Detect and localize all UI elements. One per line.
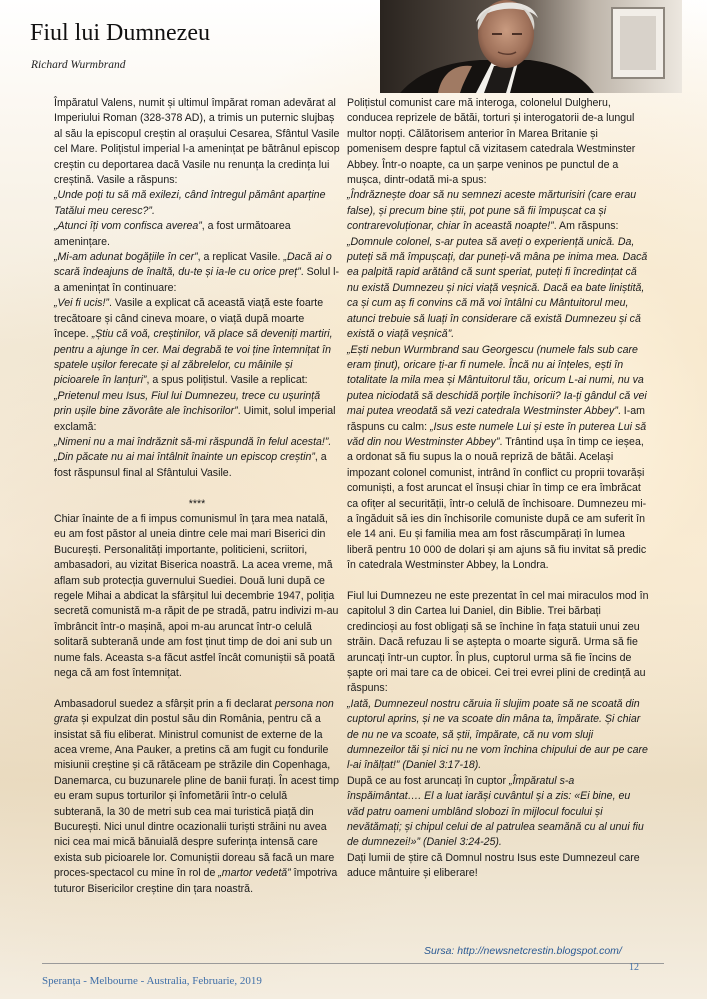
paragraph-gap [347,574,649,589]
paragraph: Polițistul comunist care mă interoga, colonelul Dulgheru, conducea reprizele de bătăi, torturi și interogatorii de-a lungul multor nopți. Călătorisem anterior în Marea Britanie și pomenisem despre faptul că vizitasem catedrala Westminster Abbey. Într-o noapte, ca un șarpe veninos pe punctul de a mușca, dintr-odată mi-a spus: [347,97,636,187]
section-separator: **** [188,497,206,510]
paragraph [347,188,649,234]
body-text: , a spus polițistul. Vasile a replicat: [146,374,308,387]
paragraph: Fiul lui Dumnezeu ne este prezentat în cel mai miraculos mod în capitolul 3 din Cartea lui Daniel, din Biblie. Trei bărbați credincioși au fost obligați să se închine în fața statuii unui zeu străin. Dacă refuzau li se aștepta o moarte sigură. Urma să fie aruncați într-un cuptor. În plus, cuptorul urma să fie încins de șapte ori mai tare ca de obicei. Cei trei evrei plini de credință au răspuns: [347,589,649,695]
paragraph [54,389,340,435]
left-column [54,96,340,897]
quote-text: „Dacă ai o scară îndeajuns de înaltă, du-te și ia-le cu orice preț” [54,251,332,279]
body-text: . I-am răspuns cu calm: [347,405,645,433]
quote-text: „Atunci îți vom confisca averea” [54,220,202,233]
paragraph: „Domnule colonel, s-ar putea să aveți o experiență unică. Da, puteți să mă împușcați, dar puneți-vă mâna pe inima mea. Dacă ea palpită rapid arătând că sunt speriat, puteți fi încredințat că nu există Dumnezeu și nici viață veșnică. Dacă ea bate liniștită, ca și cum aș fi convins că mă voi întâlni cu Mântuitorul meu, atunci trebuie să luați în considerare că există Dumnezeu și că există o viață veșnică”. [347,235,648,341]
paragraph [54,296,340,388]
paragraph [347,774,649,851]
body-text: . Solul l-a amenințat în continuare: [54,266,340,294]
quote-text: „Îndrăznește doar să nu semnezi aceste mărturisiri (care erau false), și precum bine știi, pot pune să fii împușcat ca și contrarevoluționar, chiar în această noapte!” [347,189,637,233]
paragraph-gap [54,481,340,496]
page-number: 12 [629,962,639,973]
body-text: , a replicat Vasile. [197,251,284,264]
body-text: , a fost răspunsul final al Sfântului Vasile. [54,451,327,479]
footer-text: Speranța - Melbourne - Australia, Februarie, 2019 [42,975,262,987]
article-author: Richard Wurmbrand [31,59,126,71]
body-text: împotriva tuturor Bisericilor creștine din țara noastră. [54,867,338,895]
body-text: . Am răspuns: [553,220,619,233]
quote-text: „Împăratul s-a înspăimântat…. El a luat iarăși cuvântul și a zis: «Ei bine, eu văd patru oameni umblând slobozi în mijlocul focului și nevătămați; și chipul celui de al patrulea seamănă cu al unui fiu de dumnezei!»” (Daniel 3:24-25). [347,774,644,849]
portrait-image [380,0,682,93]
article-title: Fiul lui Dumnezeu [30,20,210,46]
paragraph: „Nimeni nu a mai îndrăznit să-mi răspundă în felul acesta!”. [54,435,332,448]
right-column [347,96,649,882]
paragraph: „Unde poți tu să mă exilezi, când întregul pământ aparține Tatălui meu ceresc?”. [54,189,326,217]
paragraph: Dați lumii de știre că Domnul nostru Isus este Dumnezeul care aduce mântuire și eliberare! [347,851,640,880]
footer-divider [42,963,664,964]
quote-text: „martor vedetă” [218,867,291,880]
paragraph: Chiar înainte de a fi impus comunismul în țara mea natală, eu am fost păstor al uneia dintre cele mai mari Biserici din București. Personalități importante, politicieni, scriitori, ambasadori, au vizitat Biserica noastră. La acea vreme, mă aflam sub protecția guvernului Suediei. Două luni după ce regele Mihai a abdicat la sfârșitul lui decembrie 1947, poliția secretă comunistă m-a răpit de pe stradă, patru indivizi m-au îmbrâncit într-o mașină, apoi m-au aruncat într-o celulă solitară subterană unde am fost ținut timp de doi ani sub un nume fals. Aceasta s-a făcut astfel încât comuniștii să poată nega că am fost întemnițat. [54,512,339,680]
quote-text: „Prietenul meu Isus, Fiul lui Dumnezeu, trece cu ușurință prin ușile bine zăvorâte ale închisorilor” [54,389,321,418]
quote-text: „Mi-am adunat bogățiile în cer” [54,251,198,264]
body-text: . Uimit, solul imperial exclamă: [54,405,336,433]
body-text: , a fost următoarea amenințare. [54,220,291,248]
author-photo [380,0,682,93]
source-credit: Sursa: http://newsnetcrestin.blogspot.com/ [424,945,622,957]
paragraph: Împăratul Valens, numit și ultimul împărat roman adevărat al Imperiului Roman (328-378 AD), a trimis un puternic slujbaș al său la episcopul creștin al orașului Cesarea, Sfântul Vasile cel Mare. Polițistul imperial l-a amenințat pe bătrânul episcop creștin cu deportarea dacă Vasile nu renunța la credința lui creștină. Vasile a răspuns: [54,97,340,187]
paragraph [54,697,340,897]
quote-text: „Vei fi ucis!” [54,297,109,310]
paragraph [54,450,340,481]
paragraph-gap [54,681,340,696]
quote-text: „Știu că voă, creștinilor, vă place să deveniți martiri, pentru a ajunge în cer. Mai degrabă te voi ține întemnițat în spatele ușilor ferecate și al zăbrelelor, cu mâinile și picioarele în lanțuri” [54,328,333,387]
quote-text: persona non grata [54,697,334,726]
quote-text: „Isus este numele Lui și este în puterea Lui să văd din nou Westminster Abbey” [347,420,647,448]
body-text: . Trântind ușa în timp ce ieșea, a ordonat să fiu supus la o nouă repriză de bătăi. Același impozant colonel comunist, intrând în conflict cu proprii tovarăși comuniști, a fost aruncat el însuși chiar în timp ce era îmbrăcat ca ofițer al securității, într-o celulă de închisoare. Dumnezeu mi-a îngăduit să ies din închisorile comuniste după ce am suferit în ele 14 ani. Eu și familia mea am fost răscumpărați în lumea liberă pentru 10 000 de dolari și am ajuns să fiu invitat să predic în catedrala Westminster Abbey, la Londra. [347,435,647,572]
paragraph: „Iată, Dumnezeul nostru căruia îi slujim poate să ne scoată din cuptorul aprins, și ne va scoate din mâna ta, împărate. Și chiar de nu ne va scoate, să știi, împărate, că nu vom sluji dumnezeilor tăi și nici nu ne vom închina chipului de aur pe care l-ai înălțat!” (Daniel 3:17-18). [347,697,648,772]
paragraph [54,219,340,250]
quote-text: „Din păcate nu ai mai întâlnit înainte un episcop creștin” [54,451,315,464]
quote-text: „Ești nebun Wurmbrand sau Georgescu (numele fals sub care eram ținut), oricare ți-ar fi numele. Încă nu ai înțeles, ești în totalitate la mila mea și Mântuitorul tău, oricum L-ai numi, nu va putea niciodată să deschidă porțile închisorii? Ia-ți gândul că vei mai putea vreodată să vezi catedrala Westminster Abbey” [347,343,647,418]
paragraph [54,250,340,296]
body-text: Ambasadorul suedez a sfârșit prin a fi declarat [54,697,275,710]
body-text: După ce au fost aruncați în cuptor [347,774,509,787]
body-text: și expulzat din postul său din România, pentru că a insistat să fiu eliberat. Ministrul comunist de externe de la acea vreme, Ana Pauker, a pretins că am fugit cu fondurile misiunii creștine și că rătăceam pe străzile din Copenhaga, Danemarca, cu buzunarele pline de banii furați. În acest timp eu eram supus torturilor și înfometării într-o celulă subterană, la 30 de metri sub cea mai turistică piață din București. Nici unul dintre ocazionalii turiști străini nu avea nici cea mai mică bănuială despre suferința intensă care exista sub picioarele lor. Comuniștii doreau să facă un mare proces-spectacol cu mine în rol de [54,713,340,880]
body-text: . Vasile a explicat că această viață este foarte trecătoare și când cineva moare, o viață după moarte începe. [54,297,324,341]
paragraph [347,343,649,574]
